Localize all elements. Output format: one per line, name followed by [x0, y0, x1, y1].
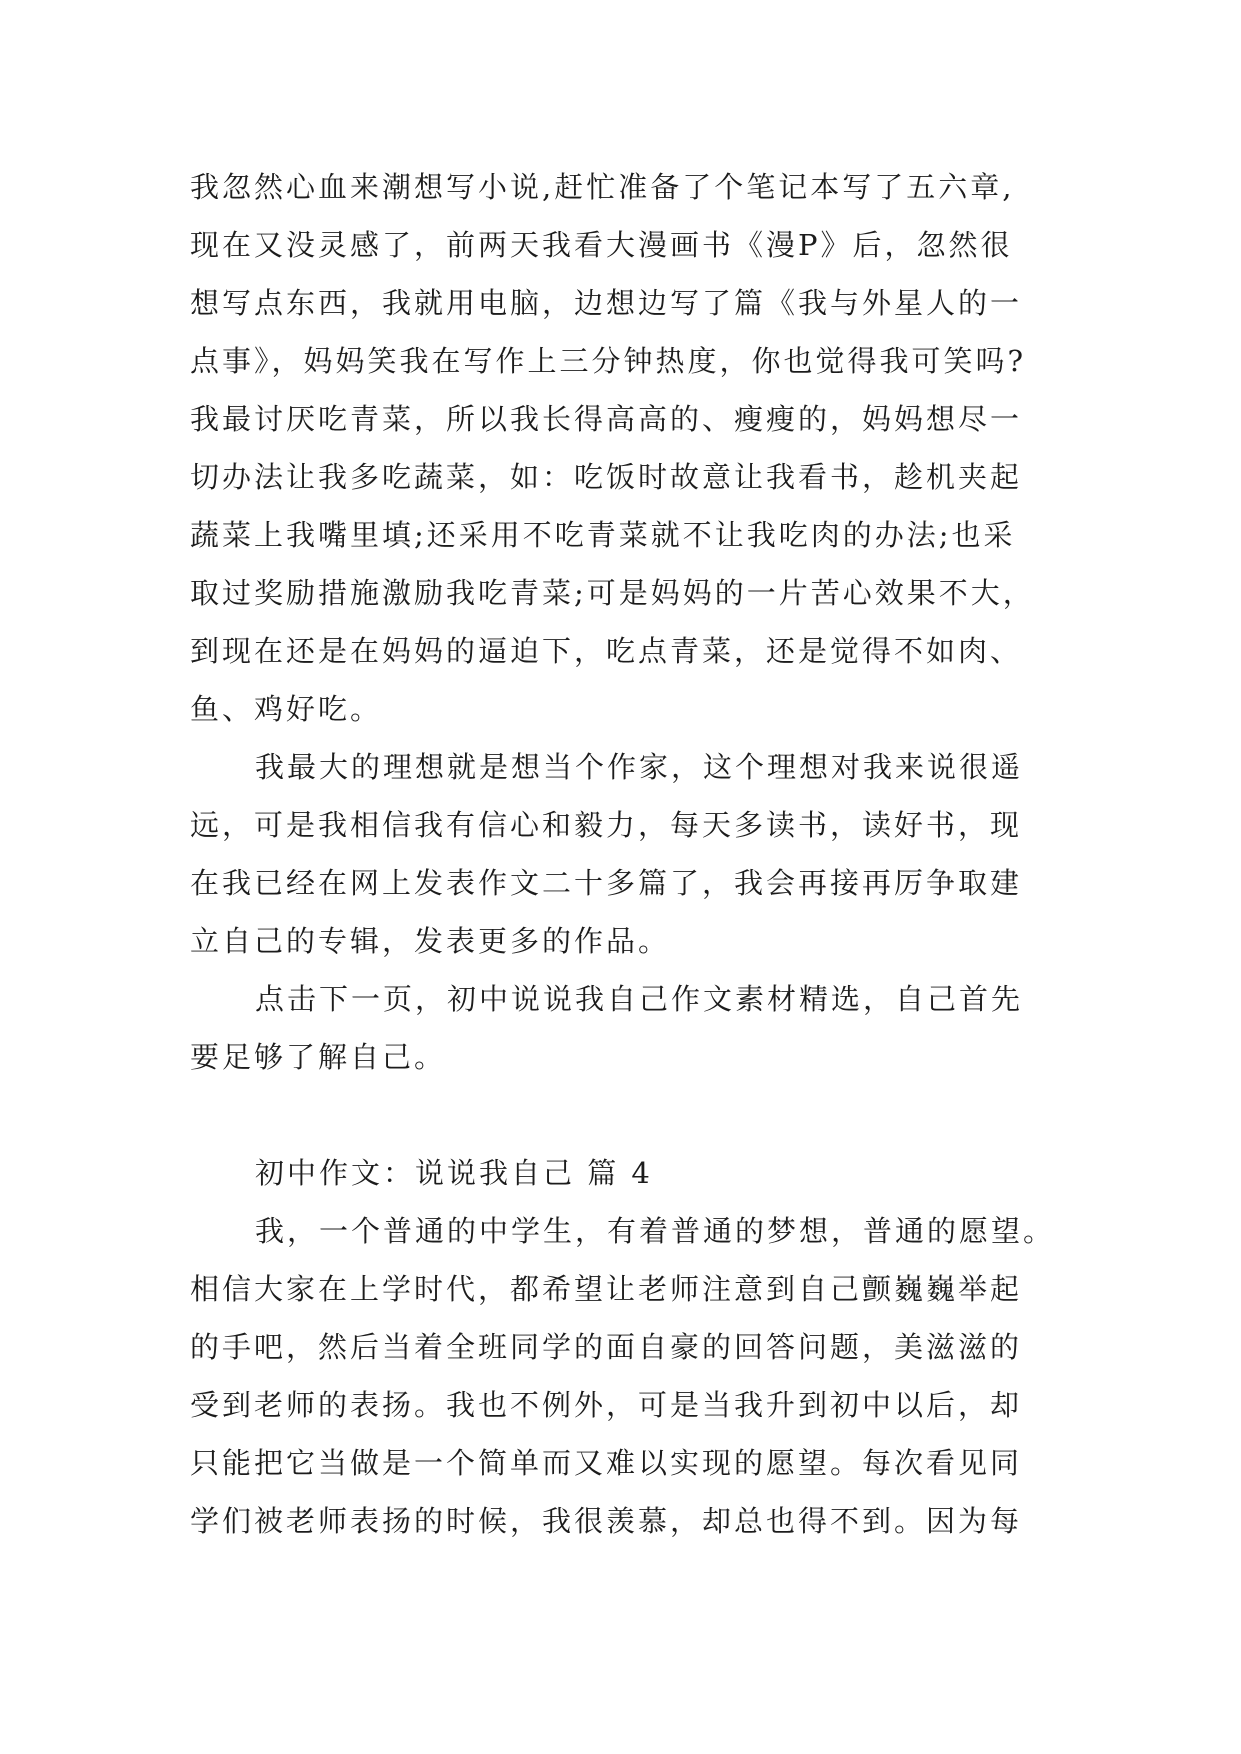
- text-line: 蔬菜上我嘴里填;还采用不吃青菜就不让我吃肉的办法;也采: [190, 518, 1016, 552]
- text-line: 学们被老师表扬的时候，我很羡慕，却总也得不到。因为每: [190, 1504, 1023, 1538]
- text-line: 只能把它当做是一个简单而又难以实现的愿望。每次看见同: [190, 1446, 1023, 1480]
- text-line: 想写点东西，我就用电脑，边想边写了篇《我与外星人的一: [190, 286, 1023, 320]
- text-line: 现在又没灵感了，前两天我看大漫画书《漫P》后，忽然很: [190, 228, 1013, 262]
- text-line: 相信大家在上学时代，都希望让老师注意到自己颤巍巍举起: [190, 1272, 1023, 1306]
- text-line: 鱼、鸡好吃。: [190, 692, 383, 726]
- paragraph-first-line: 点击下一页，初中说说我自己作文素材精选，自己首先: [255, 982, 1024, 1016]
- text-line: 到现在还是在妈妈的逼迫下，吃点青菜，还是觉得不如肉、: [190, 634, 1023, 668]
- text-line: 要足够了解自己。: [190, 1040, 447, 1074]
- text-line: 的手吧，然后当着全班同学的面自豪的回答问题，美滋滋的: [190, 1330, 1023, 1364]
- text-line: 在我已经在网上发表作文二十多篇了，我会再接再厉争取建: [190, 866, 1023, 900]
- text-line: 我忽然心血来潮想写小说,赶忙准备了个笔记本写了五六章,: [190, 170, 1015, 204]
- section-heading: 初中作文：说说我自己 篇 4: [255, 1156, 653, 1190]
- text-line: 远，可是我相信我有信心和毅力，每天多读书，读好书，现: [190, 808, 1023, 842]
- paragraph-first-line: 我最大的理想就是想当个作家，这个理想对我来说很遥: [255, 750, 1024, 784]
- text-line: 点事》，妈妈笑我在写作上三分钟热度，你也觉得我可笑吗?: [190, 344, 1027, 378]
- text-line: 切办法让我多吃蔬菜，如：吃饭时故意让我看书，趁机夹起: [190, 460, 1023, 494]
- text-line: 我最讨厌吃青菜，所以我长得高高的、瘦瘦的，妈妈想尽一: [190, 402, 1023, 436]
- text-line: 立自己的专辑，发表更多的作品。: [190, 924, 671, 958]
- text-line: 受到老师的表扬。我也不例外，可是当我升到初中以后，却: [190, 1388, 1023, 1422]
- text-line: 取过奖励措施激励我吃青菜;可是妈妈的一片苦心效果不大，: [190, 576, 1035, 610]
- paragraph-first-line: 我，一个普通的中学生，有着普通的梦想，普通的愿望。: [255, 1214, 1056, 1248]
